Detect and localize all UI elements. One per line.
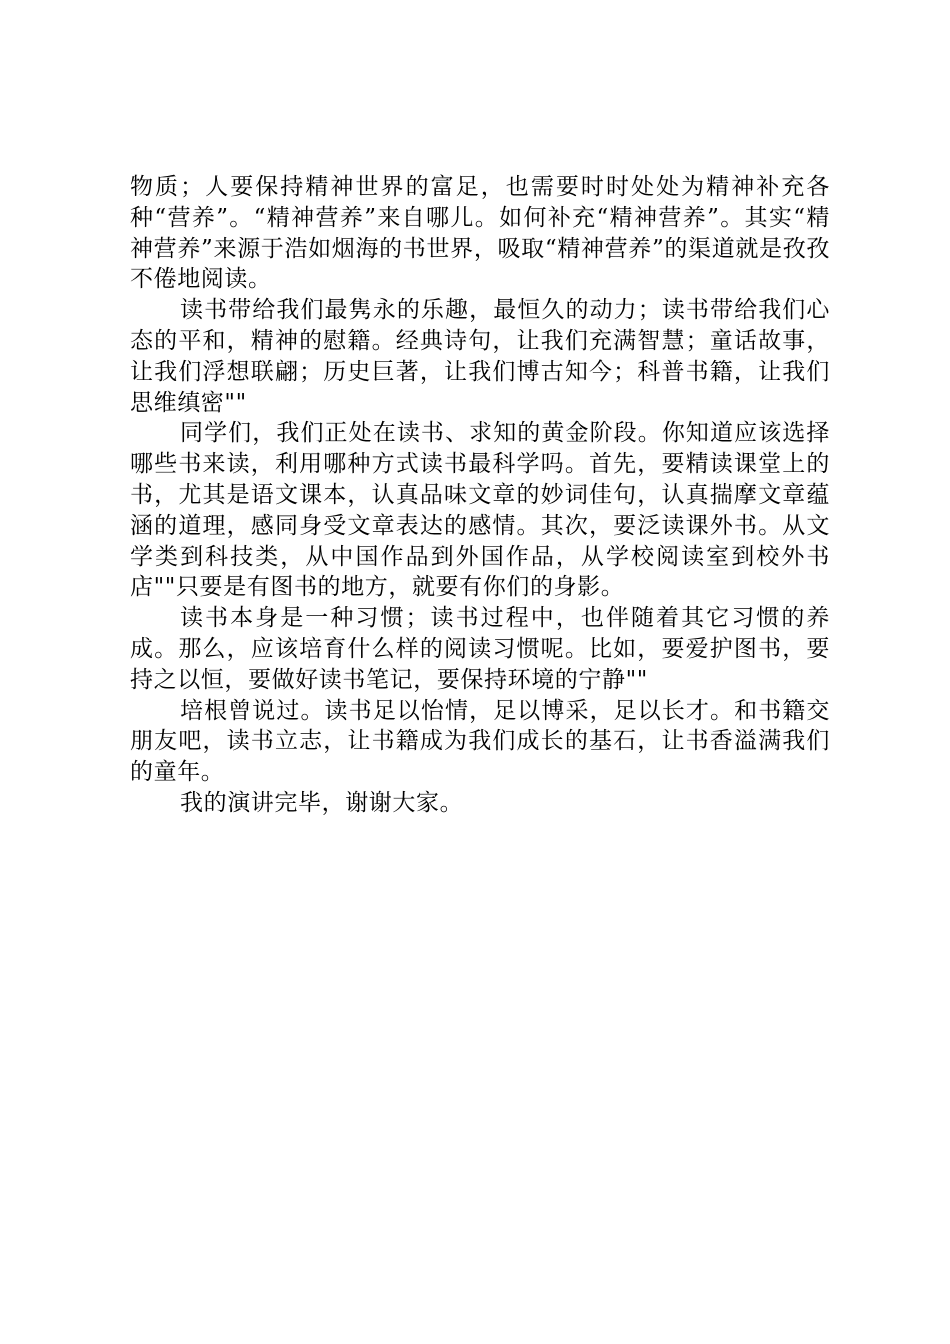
speech-body bbox=[130, 172, 830, 819]
paragraph-reading-methods: 同学们，我们正处在读书、求知的黄金阶段。你知道应该选择哪些书来读，利用哪种方式读书最科学吗。首先，要精读课堂上的书，尤其是语文课本，认真品味文章的妙词佳句，认真揣摩文章蕴涵的道理，感同身受文章表达的感情。其次，要泛读课外书。从文学类到科技类，从中国作品到外国作品，从学校阅读室到校外书店""只要是有图书的地方，就要有你们的身影。 bbox=[130, 420, 830, 601]
paragraph-closing: 我的演讲完毕，谢谢大家。 bbox=[180, 789, 464, 816]
paragraph-reading-habits: 读书本身是一种习惯；读书过程中，也伴随着其它习惯的养成。那么，应该培育什么样的阅读习惯呢。比如，要爱护图书，要持之以恒，要做好读书笔记，要保持环境的宁静"" bbox=[130, 605, 830, 693]
paragraph-continuation: 物质；人要保持精神世界的富足，也需要时时处处为精神补充各种“营养”。“精神营养”来自哪儿。如何补充“精神营养”。其实“精神营养”来源于浩如烟海的书世界，吸取“精神营养”的渠道就是孜孜不倦地阅读。 bbox=[130, 174, 830, 293]
paragraph-reading-joy: 读书带给我们最隽永的乐趣，最恒久的动力；读书带给我们心态的平和，精神的慰籍。经典诗句，让我们充满智慧；童话故事，让我们浮想联翩；历史巨著，让我们博古知今；科普书籍，让我们思维缜密"" bbox=[130, 297, 830, 416]
paragraph-bacon-quote: 培根曾说过。读书足以怡情，足以博采，足以长才。和书籍交朋友吧，读书立志，让书籍成为我们成长的基石，让书香溢满我们的童年。 bbox=[130, 697, 830, 786]
